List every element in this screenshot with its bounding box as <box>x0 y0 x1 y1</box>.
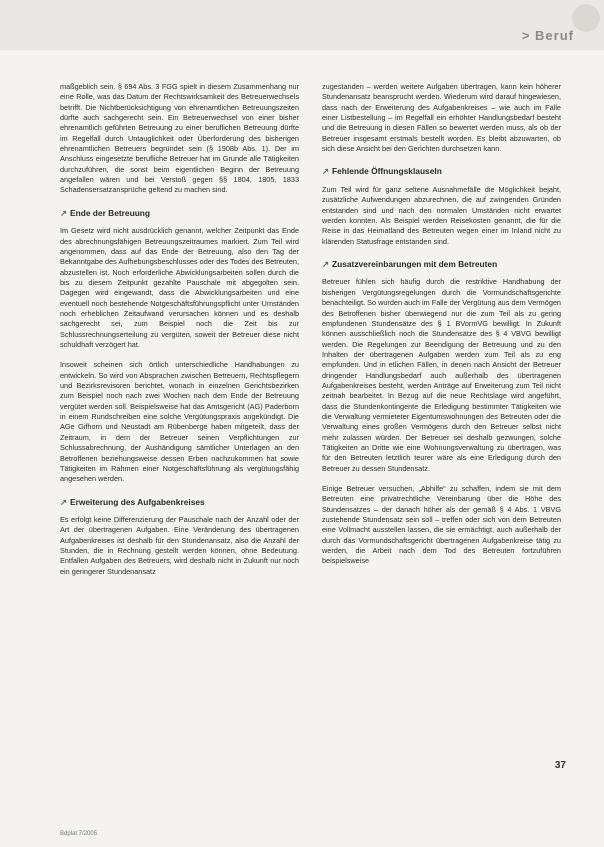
leaf-decoration-icon <box>572 4 600 32</box>
section-label: > Beruf <box>521 28 574 43</box>
section-heading <box>60 497 299 508</box>
heading-text: Ende der Betreuung <box>70 207 151 218</box>
footer-text: Bdplat 7/2005 <box>60 831 98 837</box>
header-band <box>0 0 604 50</box>
paragraph: Einige Betreuer versuchen, „Abhilfe“ zu schaffen, indem sie mit dem Betreuten eine privatrechtliche Vereinbarung über die Höhe des Stundensatzes – der danach höher als der gemäß § 4 Abs. 1 VBVG zustehende Stundensatz sein soll – treffen oder sich von dem Betreuten eine Vollmacht ausstellen lassen, die sie ermächtigt, auch außerhalb der durch das Vormundschaftsgericht übertragenen Aufgabenkreise tätig zu werden, die Arbeit nach dem Tod des Betreuten fortzuführen beispielsweise <box>322 484 561 566</box>
section-heading <box>322 166 561 177</box>
heading-text: Fehlende Öffnungsklauseln <box>332 166 442 177</box>
paragraph: zugestanden – werden weitere Aufgaben übertragen, kann kein höherer Stundenansatz beansprucht werden. Wiederum wird darauf hingewiesen, dass nach der Erweiterung des Aufgabenkreises – wie auch im Falle einer Listbestellung – im Regelfall ein erhöhter Handlungsbedarf besteht und die Betreuung in diesen Fällen so bewertet werden muss, als ob der Betreuer insgesamt erstmals bestellt worden. Es bleibt abzuwarten, ob sich diese Ansicht bei den Gerichten durchsetzen kann. <box>322 82 561 154</box>
page-number: 37 <box>554 760 566 771</box>
arrow-bullet-icon: ↗ <box>322 258 330 269</box>
right-column <box>322 82 561 577</box>
heading-text: Erweiterung des Aufgabenkreises <box>70 496 205 507</box>
section-heading <box>322 259 561 270</box>
heading-text: Zusatzvereinbarungen mit dem Betreuten <box>332 258 498 269</box>
paragraph: Insoweit scheinen sich örtlich unterschiedliche Handhabungen zu entwickeln. So wird von Absprachen zwischen Betreuern, Rechtspflegern und Bezirksrevisoren berichtet, wonach in einzelnen Gerichtsbezirken zum Beispiel noch nach zwei Wochen nach dem Ende der Betreuung vergütet werden soll. Beispielsweise hat das Amtsgericht (AG) Paderborn in einem Rundschreiben eine solche Vergütungspraxis angekündigt. Die AGe Gifhorn und Neustadt am Rübenberge haben mitgeteilt, dass der Zeitraum, in dem der Betreuer seinen Verpflichtungen zur Schlussabrechnung, der Aushändigung sämtlicher Unterlagen an den Betroffenen beziehungsweise dessen Erben nachzukommen hat sowie Tätigkeiten im Rahmen einer Notgeschäftsführung als vergütungsfähig angesehen werden. <box>60 360 299 484</box>
arrow-bullet-icon: ↗ <box>60 496 68 507</box>
arrow-bullet-icon: ↗ <box>60 207 68 218</box>
paragraph: Im Gesetz wird nicht ausdrücklich genannt, welcher Zeitpunkt das Ende des abrechnungsfähigen Betreuungszeitraumes markiert. Zum Teil wird angenommen, dass auf das Ende der Betreuung, also den Tag der Bekanntgabe des Aufhebungsbeschlusses oder des Todes des Betreuten, abzustellen ist. Noch erforderliche Abwicklungsarbeiten sollen durch die bis zu diesem Zeitpunkt gezahlte Pauschale mit abgegolten sein. Dagegen wird eingewandt, dass die Abwicklungsarbeiten und eine eventuell noch bestehende Notgeschäftsführungspflicht unter Umständen noch erheblichen Zeitaufwand verursachen können und es deshalb sachgerecht sei, zum Beispiel noch die Zeit bis zur Schlussrechnungserteilung zu vergüten, soweit der Betreuer diese nicht schuldhaft verzögert hat. <box>60 226 299 350</box>
paragraph: Betreuer fühlen sich häufig durch die restriktive Handhabung der bisherigen Vergütungsregelungen durch die Vormundschaftsgerichte benachteiligt. So wurden auch im Falle der Vergütung aus dem Vermögen des Betroffenen bisher überwiegend nur die zum Teil als zu gering empfundenen Stundensätze des § 1 BVormVG bewilligt. In Zukunft können ausschließlich noch die Stundensätze des § 4 VBVG bewilligt werden. Die Regelungen zur Beendigung der Betreuung und zu den Inhalten der übertragenen Aufgaben werden zum Teil als zu eng empfunden. Und in etlichen Fällen, in denen nach Ansicht der Betreuer dringender Handlungsbedarf auch außerhalb des übertragenen Aufgabenkreises besteht, werden Anträge auf Erweiterung zum Teil nicht zeitnah bearbeitet. In Bezug auf die neue Rechtslage wird angeführt, dass die Stundenkontingente die Erledigung bestimmter Tätigkeiten wie die Verwaltung vermieteter Eigentumswohnungen des Betreuten oder die Verwaltung eines großen Vermögens durch den Betreuer selbst nicht mehr zulassen würden. Der Betreuer sei deshalb gezwungen, solche Tätigkeiten an Dritte wie eine Wohnungsverwaltung zu übertragen, was für den Betreuten letztlich teurer wäre als eine Erledigung durch den Betreuer zu dessen Stundensatz. <box>322 277 561 473</box>
paragraph: Zum Teil wird für ganz seltene Ausnahmefälle die Möglichkeit bejaht, zusätzliche Aufwendungen abzurechnen, die auf zwingenden Gründen entstanden sind und nach den normalen Umständen nicht erwartet werden konnten. Als Beispiel werden Reisekosten genannt, die für die Reise in das Heimatland des Betreuten wegen einer im Inland nicht zu klärenden Statusfrage entstanden sind. <box>322 184 561 246</box>
left-column <box>60 82 299 587</box>
section-heading <box>60 208 299 219</box>
paragraph: Es erfolgt keine Differenzierung der Pauschale nach der Anzahl oder der Art der übertragenen Aufgaben. Eine Veränderung des übertragenen Aufgabenkreises ist deshalb für den Stundenansatz, also die Anzahl der Stunden, die in Rechnung gestellt werden können, ohne Bedeutung. Entfallen Aufgaben des Betreuers, wird deshalb nicht in Zukunft nur noch ein geringerer Stundenansatz <box>60 515 299 576</box>
arrow-bullet-icon: ↗ <box>322 166 330 177</box>
paragraph: maßgeblich sein. § 694 Abs. 3 FGG spielt in diesem Zusammenhang nur eine Rolle, was das Datum der Rechtswirksamkeit des Betreuerwechsels betrifft. Die Nichtberücksichtigung von ehrenamtlichen Betreuungszeiten dürfte auch sachgerecht sein. Ein Betreuerwechsel von einer bisher ehrenamtlich geführten Betreuung zu einer beruflichen Betreuung dürfte im Regelfall durch Untauglichkeit oder Überforderung des bisherigen ehrenamtlichen Betreuers begründet sein (§ 1908b Abs. 1). Der im Anschluss eingesetzte berufliche Betreuer hat im Grunde alle Tätigkeiten durchzuführen, die sonst beim eigentlichen Beginn der Betreuung angefallen wären und bei Verstoß gegen §§ 1804, 1805, 1833 Schadensersatzansprüche geltend zu machen sind. <box>60 82 299 195</box>
